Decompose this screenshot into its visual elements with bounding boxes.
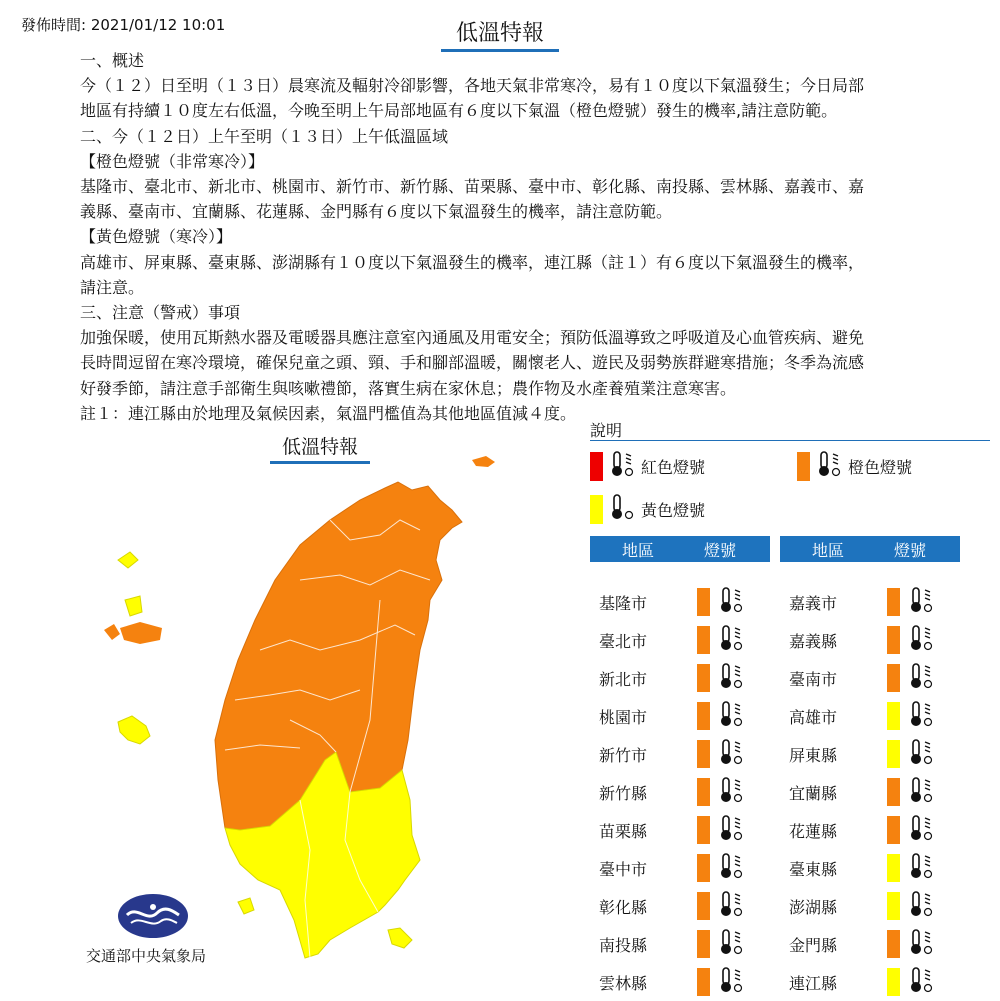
text-line: 一、概述 — [80, 51, 145, 70]
text-line: 地區有持續１０度左右低溫，今晚至明上午局部地區有６度以下氣溫（橙色燈號）發生的機率,請注意防範。 — [80, 101, 838, 121]
text-line: 高雄市、屏東縣、臺東縣、澎湖縣有１０度以下氣溫發生的機率，連江縣（註１）有６度以下氣溫發生的機率， — [80, 252, 865, 272]
table-row — [590, 659, 770, 697]
text-line: 註１：連江縣由於地理及氣候因素，氣溫門檻值為其他地區值減４度。 — [80, 403, 577, 423]
table-rows — [590, 583, 770, 1001]
table-row — [780, 583, 960, 621]
warning-level-swatch — [697, 778, 710, 806]
region-name: 嘉義縣 — [789, 631, 838, 651]
legend-divider — [590, 440, 990, 441]
region-name: 新北市 — [599, 669, 648, 689]
legend-label: 橙色燈號 — [848, 457, 913, 477]
table-row — [780, 925, 960, 963]
table-row — [780, 773, 960, 811]
page-title: 低溫特報 — [441, 16, 559, 52]
orchid-island — [388, 928, 412, 948]
text-line: 好發季節，請注意手部衛生與咳嗽禮節，落實生病在家休息；農作物及水產養殖業注意寒害。 — [80, 378, 737, 398]
thermometer-icon — [908, 890, 934, 922]
table-row — [780, 697, 960, 735]
legend-item-yellow — [590, 493, 705, 525]
warning-level-swatch — [697, 968, 710, 996]
bulletin-text — [80, 48, 930, 426]
region-name: 桃園市 — [599, 707, 648, 727]
legend-swatch — [590, 452, 603, 481]
thermometer-icon — [908, 738, 934, 770]
table-row — [780, 735, 960, 773]
text-line: 今（１２）日至明（１３日）晨寒流及輻射冷卻影響，各地天氣非常寒冷，易有１０度以下氣溫發生；今日局部 — [80, 76, 865, 96]
warning-level-swatch — [697, 816, 710, 844]
region-name: 連江縣 — [789, 973, 838, 993]
table-row — [590, 925, 770, 963]
thermometer-icon — [908, 814, 934, 846]
taiwan-map — [90, 450, 510, 970]
table-row — [590, 887, 770, 925]
legend-label: 黃色燈號 — [641, 500, 706, 520]
column-header-level: 燈號 — [703, 540, 736, 560]
table-row — [590, 773, 770, 811]
issue-time: 發佈時間: 2021/01/12 10:01 — [21, 16, 226, 34]
region-name: 臺南市 — [789, 669, 838, 689]
text-line: 二、今（１２日）上午至明（１３日）上午低溫區域 — [80, 126, 449, 146]
warning-level-swatch — [887, 816, 900, 844]
cwb-logo — [117, 893, 189, 939]
region-name: 新竹市 — [599, 745, 648, 765]
warning-level-swatch — [887, 626, 900, 654]
table-row — [590, 735, 770, 773]
table-row — [780, 621, 960, 659]
region-table-right — [780, 536, 960, 1001]
table-row — [780, 849, 960, 887]
region-name: 新竹縣 — [599, 783, 648, 803]
region-name: 金門縣 — [789, 935, 838, 955]
warning-level-swatch — [697, 892, 710, 920]
table-row — [590, 583, 770, 621]
table-rows — [780, 583, 960, 1001]
thermometer-icon — [908, 928, 934, 960]
thermometer-icon — [908, 624, 934, 656]
region-name: 高雄市 — [789, 707, 838, 727]
text-line: 【黃色燈號（寒冷）】 — [80, 227, 233, 247]
region-name: 臺東縣 — [789, 859, 838, 879]
thermometer-icon — [908, 700, 934, 732]
region-name: 臺北市 — [599, 631, 648, 651]
table-row — [590, 849, 770, 887]
matsu-island — [472, 456, 495, 467]
table-header — [590, 536, 770, 562]
thermometer-icon — [718, 624, 744, 656]
table-row — [590, 621, 770, 659]
text-line: 【橙色燈號（非常寒冷）】 — [80, 151, 265, 171]
thermometer-icon — [908, 586, 934, 618]
warning-level-swatch — [887, 892, 900, 920]
penghu-island — [118, 552, 142, 616]
thermometer-icon — [718, 966, 744, 998]
region-name: 苗栗縣 — [599, 821, 648, 841]
legend-item-red — [590, 450, 705, 482]
warning-level-swatch — [697, 626, 710, 654]
legend-heading: 說明 — [590, 421, 623, 440]
warning-level-swatch — [697, 664, 710, 692]
region-name: 基隆市 — [599, 593, 648, 613]
thermometer-icon — [718, 814, 744, 846]
warning-level-swatch — [697, 588, 710, 616]
text-line: 基隆市、臺北市、新北市、桃園市、新竹市、新竹縣、苗栗縣、臺中市、彰化縣、南投縣、雲林縣、嘉義市、嘉 — [80, 177, 865, 197]
table-row — [780, 887, 960, 925]
thermometer-icon — [908, 776, 934, 808]
thermometer-icon — [718, 662, 744, 694]
agency-name: 交通部中央氣象局 — [86, 947, 207, 965]
thermometer-icon — [908, 662, 934, 694]
column-header-region: 地區 — [811, 540, 844, 560]
region-name: 嘉義市 — [789, 593, 838, 613]
warning-level-swatch — [887, 930, 900, 958]
thermometer-icon — [718, 586, 744, 618]
text-line: 長時間逗留在寒冷環境，確保兒童之頭、頸、手和腳部溫暖，關懷老人、遊民及弱勢族群避寒措施；冬季為流感 — [80, 353, 865, 373]
legend-swatch — [590, 495, 603, 524]
thermometer-icon — [816, 450, 842, 482]
region-name: 南投縣 — [599, 935, 648, 955]
thermometer-icon — [718, 776, 744, 808]
warning-level-swatch — [887, 854, 900, 882]
region-name: 雲林縣 — [599, 973, 648, 993]
column-header-level: 燈號 — [893, 540, 926, 560]
region-name: 臺中市 — [599, 859, 648, 879]
table-row — [590, 697, 770, 735]
table-row — [780, 811, 960, 849]
region-name: 彰化縣 — [599, 897, 648, 917]
region-name: 屏東縣 — [789, 745, 838, 765]
legend-item-orange — [797, 450, 912, 482]
thermometer-icon — [718, 928, 744, 960]
legend-swatch — [797, 452, 810, 481]
thermometer-icon — [609, 493, 635, 525]
column-header-region: 地區 — [621, 540, 654, 560]
table-header — [780, 536, 960, 562]
thermometer-icon — [718, 700, 744, 732]
warning-level-swatch — [697, 740, 710, 768]
green-island — [238, 898, 254, 914]
warning-level-swatch — [887, 968, 900, 996]
text-line: 三、注意（警戒）事項 — [80, 303, 241, 323]
thermometer-icon — [718, 738, 744, 770]
warning-level-swatch — [887, 778, 900, 806]
kinmen-island — [104, 622, 162, 644]
thermometer-icon — [609, 450, 635, 482]
thermometer-icon — [908, 852, 934, 884]
text-line: 請注意。 — [80, 277, 145, 297]
legend-label: 紅色燈號 — [641, 457, 706, 477]
text-line: 義縣、臺南市、宜蘭縣、花蓮縣、金門縣有６度以下氣溫發生的機率，請注意防範。 — [80, 202, 673, 222]
table-row — [590, 811, 770, 849]
thermometer-icon — [718, 890, 744, 922]
warning-level-swatch — [697, 930, 710, 958]
warning-level-swatch — [887, 588, 900, 616]
penghu-islands-south — [118, 716, 150, 744]
warning-level-swatch — [887, 740, 900, 768]
region-name: 花蓮縣 — [789, 821, 838, 841]
region-table-left — [590, 536, 770, 1001]
warning-level-swatch — [697, 702, 710, 730]
warning-level-swatch — [887, 664, 900, 692]
map-title: 低溫特報 — [270, 432, 370, 464]
thermometer-icon — [908, 966, 934, 998]
thermometer-icon — [718, 852, 744, 884]
text-line: 加強保暖，使用瓦斯熱水器及電暖器具應注意室內通風及用電安全；預防低溫導致之呼吸道及心血管疾病、避免 — [80, 328, 865, 348]
warning-level-swatch — [697, 854, 710, 882]
table-row — [780, 659, 960, 697]
table-row — [780, 963, 960, 1001]
region-name: 澎湖縣 — [789, 897, 838, 917]
region-name: 宜蘭縣 — [789, 783, 838, 803]
warning-level-swatch — [887, 702, 900, 730]
table-row — [590, 963, 770, 1001]
